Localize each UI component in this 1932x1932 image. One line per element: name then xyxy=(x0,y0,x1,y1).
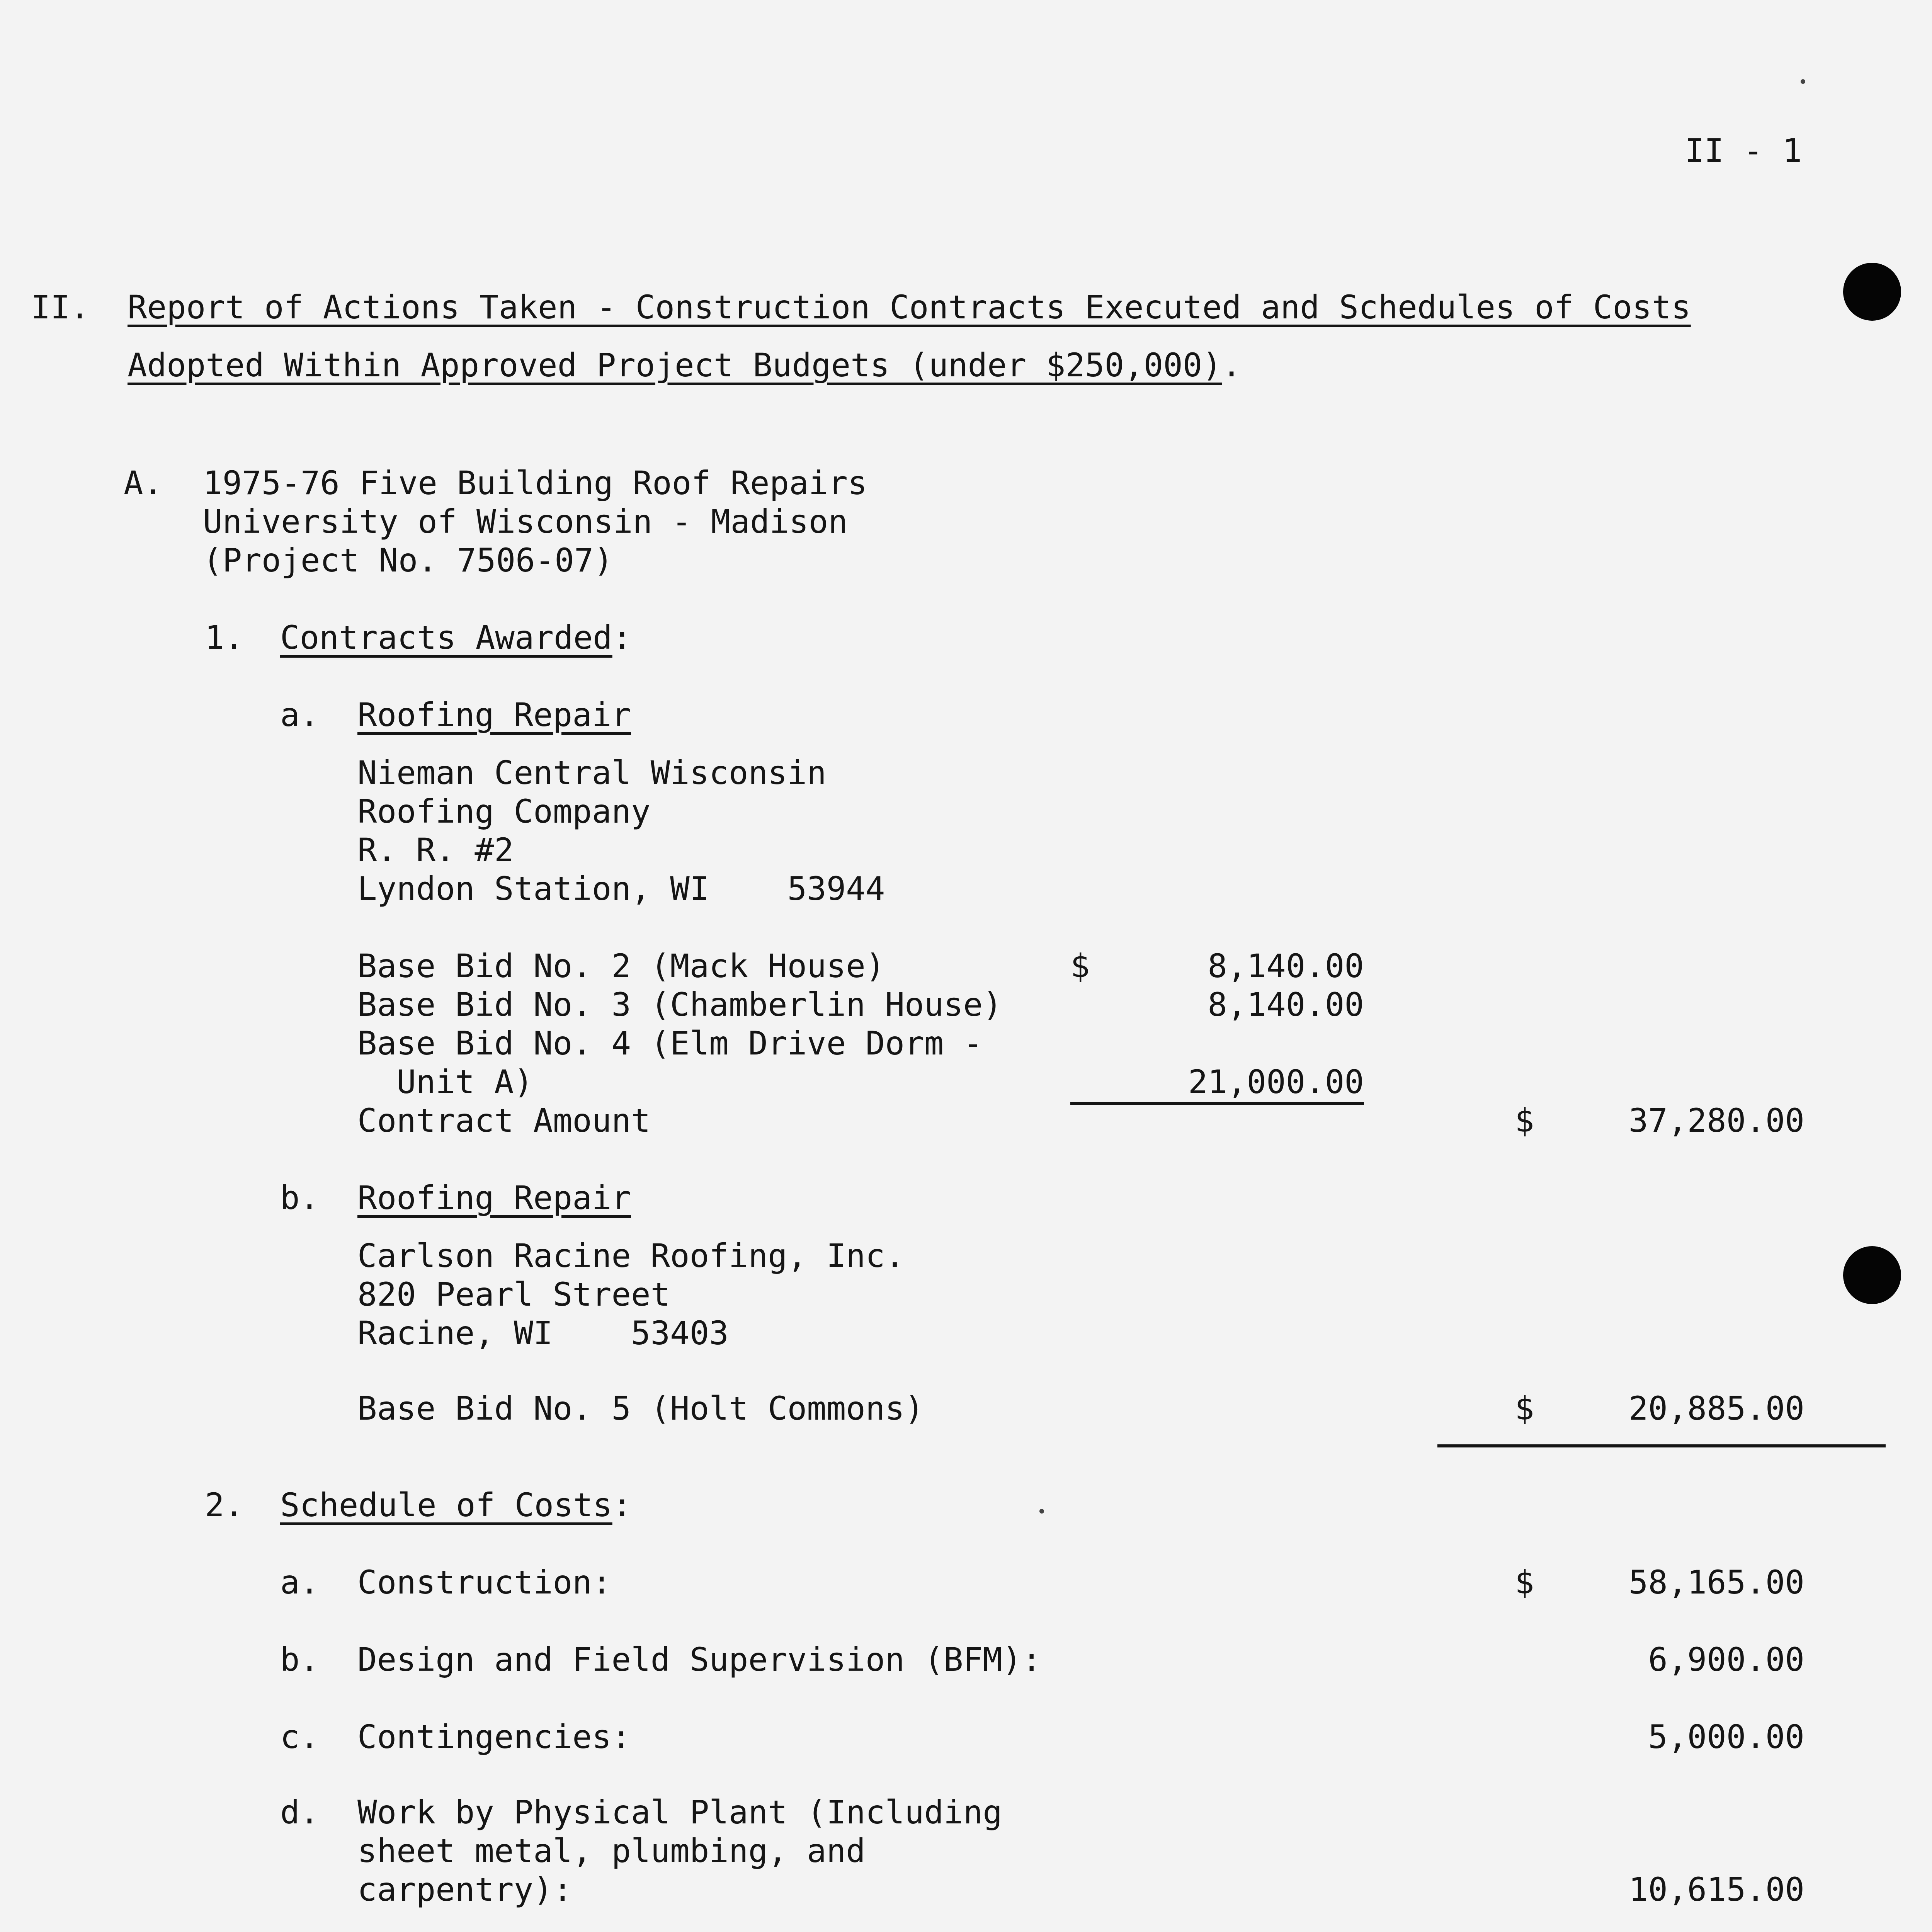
page-number: II - 1 xyxy=(1685,132,1802,170)
contract-b-address-line: Carlson Racine Roofing, Inc. xyxy=(357,1237,905,1275)
project-letter: A. xyxy=(124,464,163,502)
schedule-item-label: Work by Physical Plant (Including xyxy=(357,1793,1002,1831)
section-title-line2 xyxy=(128,346,1242,384)
punch-hole-top xyxy=(1843,263,1901,321)
schedule-heading-colon: : xyxy=(612,1486,632,1524)
schedule-heading-text: Schedule of Costs xyxy=(280,1486,612,1524)
bid-4-label-continued: Unit A) xyxy=(357,1063,534,1101)
contract-b-address-line: 820 Pearl Street xyxy=(357,1276,670,1313)
contract-a-address-line: Lyndon Station, WI 53944 xyxy=(357,870,885,908)
contract-amount-label: Contract Amount xyxy=(357,1102,651,1139)
contract-amount-value: 37,280.00 xyxy=(1628,1102,1804,1139)
contract-a-address-line: Roofing Company xyxy=(357,793,651,830)
section-numeral: II. xyxy=(31,288,90,326)
contract-amount-dollar-sign: $ xyxy=(1515,1102,1534,1139)
schedule-item-letter: a. xyxy=(280,1563,320,1601)
schedule-item-letter: c. xyxy=(280,1718,320,1756)
project-number: (Project No. 7506-07) xyxy=(203,541,614,579)
section-title-line1: Report of Actions Taken - Construction Contracts Executed and Schedules of Costs xyxy=(128,288,1691,326)
punch-hole-middle xyxy=(1843,1246,1901,1304)
schedule-item-amount: 10,615.00 xyxy=(1628,1871,1804,1908)
bid-5-label: Base Bid No. 5 (Holt Commons) xyxy=(357,1389,924,1427)
contract-a-address-line: Nieman Central Wisconsin xyxy=(357,754,827,792)
contract-a-address-line: R. R. #2 xyxy=(357,831,514,869)
schedule-item-amount: 6,900.00 xyxy=(1648,1641,1804,1679)
bid-2-label: Base Bid No. 2 (Mack House) xyxy=(357,947,885,985)
schedule-item-label-continued: sheet metal, plumbing, and xyxy=(357,1832,866,1870)
project-institution: University of Wisconsin - Madison xyxy=(203,503,848,541)
bid-3-label: Base Bid No. 3 (Chamberlin House) xyxy=(357,986,1002,1024)
project-name: 1975-76 Five Building Roof Repairs xyxy=(203,464,867,502)
schedule-item-letter: b. xyxy=(280,1641,320,1679)
contract-b-title: Roofing Repair xyxy=(357,1179,631,1217)
contracts-heading-colon: : xyxy=(612,619,632,656)
construction-dollar-sign: $ xyxy=(1515,1563,1534,1601)
bid-5-amount: 20,885.00 xyxy=(1628,1389,1804,1427)
schedule-item-label: Construction: xyxy=(357,1563,612,1601)
speck-mark xyxy=(1801,79,1805,84)
contract-a-letter: a. xyxy=(280,696,320,734)
section-title-period: . xyxy=(1222,346,1242,384)
contract-a-title: Roofing Repair xyxy=(357,696,631,734)
schedule-number: 2. xyxy=(205,1486,244,1524)
bids-subtotal-rule xyxy=(1070,1102,1364,1105)
schedule-heading xyxy=(280,1486,632,1524)
contracts-number: 1. xyxy=(205,619,244,656)
speck-mark xyxy=(1039,1509,1044,1514)
schedule-item-amount: 58,165.00 xyxy=(1628,1563,1804,1601)
bid-3-amount: 8,140.00 xyxy=(1208,986,1364,1024)
schedule-item-letter: d. xyxy=(280,1793,320,1831)
contracts-total-rule xyxy=(1437,1444,1886,1447)
schedule-item-label: Design and Field Supervision (BFM): xyxy=(357,1641,1042,1679)
bid-5-dollar-sign: $ xyxy=(1515,1389,1534,1427)
schedule-item-amount: 5,000.00 xyxy=(1648,1718,1804,1756)
bid-4-amount: 21,000.00 xyxy=(1188,1063,1364,1101)
contract-b-letter: b. xyxy=(280,1179,320,1217)
contracts-heading xyxy=(280,618,632,657)
schedule-item-label-continued: carpentry): xyxy=(357,1871,573,1908)
bid-2-amount: 8,140.00 xyxy=(1208,947,1364,985)
schedule-item-label: Contingencies: xyxy=(357,1718,631,1756)
contracts-heading-text: Contracts Awarded xyxy=(280,619,612,656)
bid-4-label: Base Bid No. 4 (Elm Drive Dorm - xyxy=(357,1024,983,1062)
bid-2-dollar-sign: $ xyxy=(1070,947,1090,985)
contract-b-address-line: Racine, WI 53403 xyxy=(357,1314,729,1352)
section-title-line2-text: Adopted Within Approved Project Budgets (under $250,000) xyxy=(128,346,1222,384)
